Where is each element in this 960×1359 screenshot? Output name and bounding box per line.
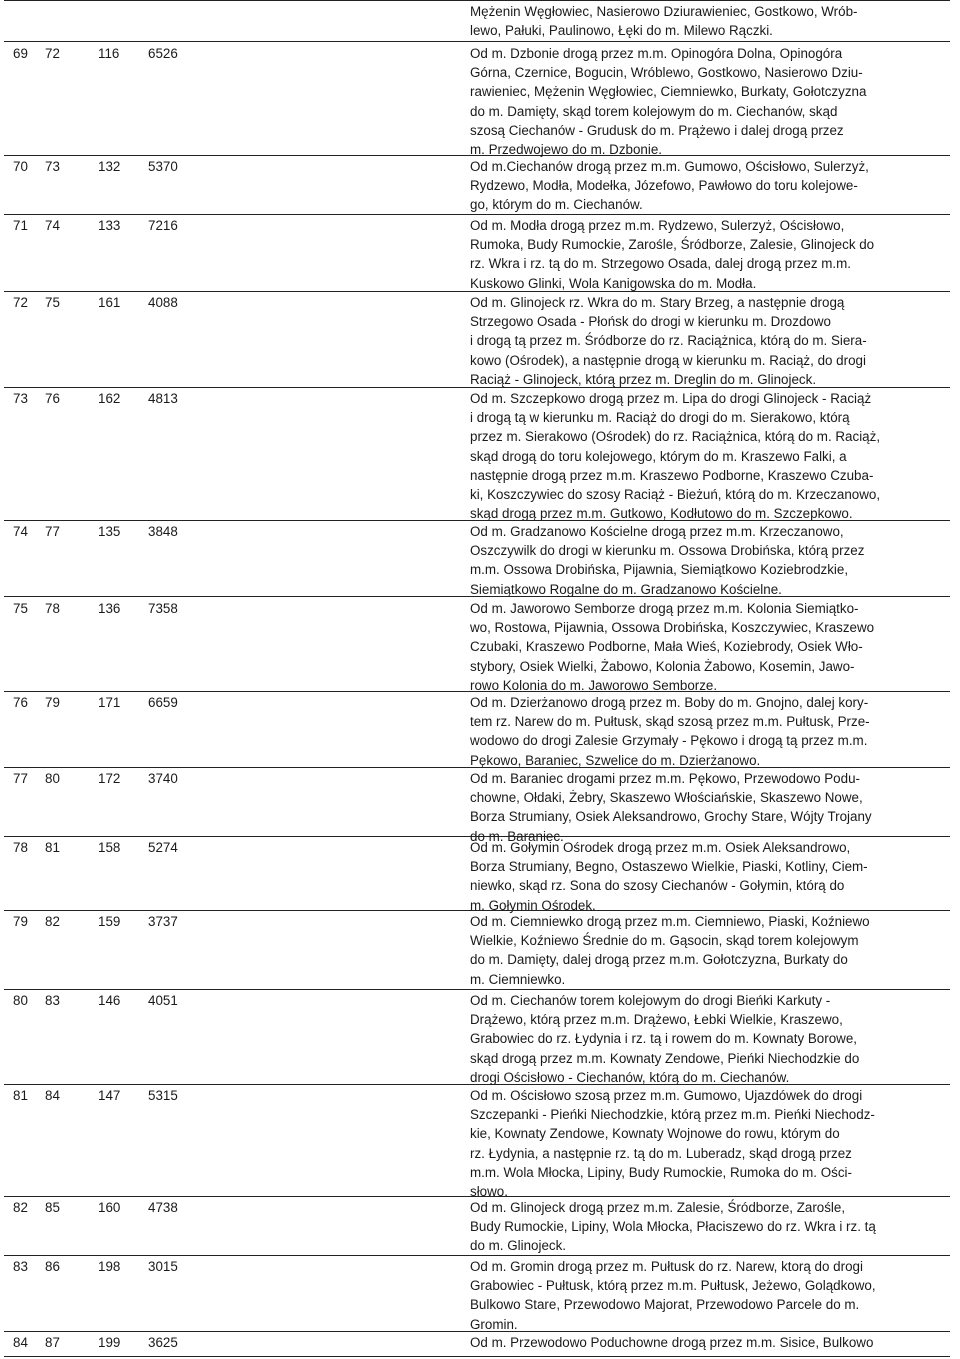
description-line: Od m. Gradzanowo Kościelne drogą przez m.m. Krzeczanowo, [470, 524, 844, 539]
description-line: do m. Damięty, skąd torem kolejowym do m. Ciechanów, skąd [470, 103, 838, 119]
description-line: Borza Strumiany, Begno, Ostaszewo Wielkie, Piaski, Kotliny, Ciem- [470, 859, 868, 875]
description-line: skąd drogą przez m.m. Kownaty Zendowe, Pieńki Niechodzkie do [470, 1050, 860, 1066]
route-description [470, 216, 946, 293]
row-divider [4, 691, 950, 692]
sheet-number: 161 [98, 295, 121, 310]
row-number: 69 [13, 46, 28, 61]
description-line: następnie drogą przez m.m. Kraszewo Podborne, Kraszewo Czuba- [470, 467, 874, 483]
description-line: m. Ciemniewko. [470, 971, 566, 987]
row-divider [4, 41, 950, 42]
sheet-number: 162 [98, 391, 121, 406]
description-line: Od m. Dzierżanowo drogą przez m. Boby do m. Gnojno, dalej kory- [470, 695, 869, 710]
row-divider [4, 596, 950, 597]
area-value: 5315 [148, 1088, 178, 1103]
description-line: Rumoka, Budy Rumockie, Zarośle, Śródborze, Zalesie, Glinojeck do [470, 237, 875, 253]
description-line: Grabowiec do rz. Łydynia i rz. tą i rowem do m. Kownaty Borowe, [470, 1031, 857, 1047]
description-line: Od m. Jaworowo Semborze drogą przez m.m. Kolonia Siemiątko- [470, 601, 859, 616]
description-line: Od m. Gołymin Ośrodek drogą przez m.m. Osiek Aleksandrowo, [470, 840, 851, 855]
district-number: 81 [45, 840, 60, 855]
sheet-number: 133 [98, 218, 121, 233]
description-line: Bulkowo Stare, Przewodowo Majorat, Przewodowo Parcele do m. [470, 1297, 860, 1313]
sheet-number: 172 [98, 771, 121, 786]
description-line: Od m. Baraniec drogami przez m.m. Pękowo, Przewodowo Podu- [470, 771, 860, 786]
area-value: 3737 [148, 914, 178, 929]
description-line: m. Gołymin Ośrodek. [470, 897, 596, 913]
district-number: 72 [45, 46, 60, 61]
description-line: Czubaki, Kraszewo Podborne, Mała Wieś, Koziebrody, Osiek Wło- [470, 639, 863, 655]
description-line: przez m. Sierakowo (Ośrodek) do rz. Raciążnica, którą do m. Raciąż, [470, 429, 881, 445]
area-value: 3740 [148, 771, 178, 786]
row-divider [4, 1084, 950, 1085]
description-line: m.m. Ossowa Drobińska, Pijawnia, Siemiątkowo Koziebrodzkie, [470, 562, 849, 578]
route-description [470, 769, 946, 846]
row-number: 77 [13, 771, 28, 786]
area-value: 7358 [148, 601, 178, 616]
sheet-number: 159 [98, 914, 121, 929]
description-line: m.m. Wola Młocka, Lipiny, Budy Rumockie, Rumoka do m. Ości- [470, 1164, 852, 1180]
area-value: 4813 [148, 391, 178, 406]
route-description [470, 599, 946, 695]
description-line: Oszczywilk do drogi w kierunku m. Ossowa Drobińska, którą przez [470, 543, 865, 559]
row-divider [4, 520, 950, 521]
district-number: 74 [45, 218, 60, 233]
area-value: 4088 [148, 295, 178, 310]
row-divider [4, 387, 950, 388]
district-number: 80 [45, 771, 60, 786]
district-number: 73 [45, 159, 60, 174]
description-line: Pękowo, Baraniec, Szwelice do m. Dzierżanowo. [470, 752, 761, 768]
description-line: i drogą tą w kierunku m. Raciąż do drogi do m. Sierakowo, którą [470, 410, 850, 426]
route-description [470, 157, 946, 215]
description-line: szosą Ciechanów - Grudusk do m. Prążewo i dalej drogą przez [470, 122, 844, 138]
row-number: 71 [13, 218, 28, 233]
description-line: wo, Rostowa, Pijawnia, Ossowa Drobińska, Koszczywiec, Kraszewo [470, 620, 875, 636]
description-line: Od m.Ciechanów drogą przez m.m. Gumowo, Ościsłowo, Sulerzyż, [470, 159, 869, 174]
route-description [470, 1086, 946, 1201]
description-line: Gromin. [470, 1316, 518, 1332]
district-number: 87 [45, 1335, 60, 1350]
description-line: do m. Glinojeck. [470, 1238, 567, 1254]
description-line: Wielkie, Koźniewo Średnie do m. Gąsocin, skąd torem kolejowym [470, 933, 859, 949]
description-line: Rydzewo, Modła, Modełka, Józefowo, Pawłowo do toru kolejowe- [470, 178, 858, 194]
bottom-rule [4, 1356, 950, 1357]
description-line: m. Przedwojewo do m. Dzbonie. [470, 142, 663, 158]
route-description [470, 44, 946, 159]
route-description [470, 389, 946, 523]
row-number: 79 [13, 914, 28, 929]
area-value: 4051 [148, 993, 178, 1008]
area-value: 6526 [148, 46, 178, 61]
district-number: 86 [45, 1259, 60, 1274]
area-value: 6659 [148, 695, 178, 710]
description-line: wodowo do drogi Zalesie Grzymały - Pękowo i drogą tą przez m.m. [470, 733, 868, 749]
route-description [470, 522, 946, 599]
area-value: 3015 [148, 1259, 178, 1274]
route-description [470, 912, 946, 989]
row-number: 76 [13, 695, 28, 710]
description-line: kie, Kownaty Zendowe, Kownaty Wojnowe do rowu, którym do [470, 1126, 840, 1142]
row-divider [4, 989, 950, 990]
row-number: 72 [13, 295, 28, 310]
description-line: Budy Rumockie, Lipiny, Wola Młocka, Płaciszewo do rz. Wkra i rz. tą [470, 1219, 876, 1235]
district-number: 82 [45, 914, 60, 929]
description-line: Od m. Przewodowo Poduchowne drogą przez m.m. Sisice, Bulkowo [470, 1335, 874, 1350]
description-line: rowo Kolonia do m. Jaworowo Semborze. [470, 677, 718, 693]
sheet-number: 116 [98, 46, 120, 61]
description-line: niewko, skąd rz. Sona do szosy Ciechanów - Gołymin, którą do [470, 878, 845, 894]
sheet-number: 147 [98, 1088, 121, 1103]
district-number: 83 [45, 993, 60, 1008]
description-line: skąd drogą przez m.m. Gutkowo, Kodłutowo do m. Szczepkowo. [470, 506, 853, 522]
district-number: 77 [45, 524, 60, 539]
sheet-number: 158 [98, 840, 121, 855]
area-value: 3625 [148, 1335, 178, 1350]
description-line: Kuskowo Glinki, Wola Kanigowska do m. Modła. [470, 275, 757, 291]
route-description [470, 693, 946, 770]
district-number: 84 [45, 1088, 60, 1103]
district-number: 76 [45, 391, 60, 406]
description-line: chowne, Ołdaki, Żebry, Skaszewo Włościańskie, Skaszewo Nowe, [470, 790, 863, 806]
sheet-number: 198 [98, 1259, 121, 1274]
row-divider [4, 1255, 950, 1256]
row-divider [4, 910, 950, 911]
row-number: 74 [13, 524, 28, 539]
description-line: i drogą tą przez m. Śródborze do rz. Raciążnica, którą do m. Siera- [470, 333, 867, 349]
row-number: 83 [13, 1259, 28, 1274]
description-line: Mężenin Węgłowiec, Nasierowo Dziurawieniec, Gostkowo, Wrób- [470, 4, 858, 19]
description-line: Siemiątkowo Rogalne do m. Gradzanowo Kościelne. [470, 581, 782, 597]
description-line: do m. Baraniec. [470, 828, 564, 844]
description-line: rz. Wkra i rz. tą do m. Strzegowo Osada, dalej drogą przez m.m. [470, 256, 852, 272]
description-line: Od m. Dzbonie drogą przez m.m. Opinogóra Dolna, Opinogóra [470, 46, 843, 61]
area-value: 4738 [148, 1200, 178, 1215]
description-line: Od m. Glinojeck rz. Wkra do m. Stary Brzeg, a następnie drogą [470, 295, 845, 310]
sheet-number: 135 [98, 524, 121, 539]
description-line: ki, Koszczywiec do szosy Raciąż - Bieżuń, którą do m. Krzeczanowo, [470, 487, 881, 503]
route-description [470, 2, 946, 40]
description-line: Od m. Glinojeck drogą przez m.m. Zalesie, Śródborze, Zarośle, [470, 1200, 846, 1215]
row-divider [4, 291, 950, 292]
description-line: Szczepanki - Pieńki Niechodzkie, którą przez m.m. Pieńki Niechodz- [470, 1107, 875, 1123]
description-line: Raciąż - Glinojeck, którą przez m. Dreglin do m. Glinojeck. [470, 371, 817, 387]
route-description [470, 838, 946, 915]
description-line: Od m. Ciechanów torem kolejowym do drogi Bieńki Karkuty - [470, 993, 831, 1008]
route-description [470, 1198, 946, 1256]
sheet-number: 160 [98, 1200, 121, 1215]
description-line: Od m. Szczepkowo drogą przez m. Lipa do drogi Glinojeck - Raciąż [470, 391, 872, 406]
row-number: 84 [13, 1335, 28, 1350]
description-line: skąd drogą do toru kolejowego, którym do m. Kraszewo Falki, a [470, 448, 847, 464]
description-line: Od m. Ościsłowo szosą przez m.m. Gumowo, Ujazdówek do drogi [470, 1088, 863, 1103]
row-number: 75 [13, 601, 28, 616]
description-line: rz. Łydynia, a następnie rz. tą do m. Luberadz, skąd drogą przez [470, 1145, 852, 1161]
row-divider [4, 1331, 950, 1332]
description-line: Drążewo, którą przez m.m. Drążewo, Łebki Wielkie, Kraszewo, [470, 1012, 843, 1028]
description-line: Strzegowo Osada - Płońsk do drogi w kierunku m. Drozdowo [470, 314, 831, 330]
row-number: 73 [13, 391, 28, 406]
district-number: 85 [45, 1200, 60, 1215]
description-line: Grabowiec - Pułtusk, którą przez m.m. Pułtusk, Jeżewo, Golądkowo, [470, 1278, 876, 1294]
description-line: lewo, Pałuki, Paulinowo, Łęki do m. Milewo Rączki. [470, 23, 773, 39]
row-number: 78 [13, 840, 28, 855]
sheet-number: 132 [98, 159, 121, 174]
description-line: kowo (Ośrodek), a następnie drogą w kierunku m. Raciąż, do drogi [470, 352, 866, 368]
sheet-number: 136 [98, 601, 121, 616]
description-line: stybory, Osiek Wielki, Żabowo, Kolonia Żabowo, Kosemin, Jawo- [470, 658, 855, 674]
area-value: 7216 [148, 218, 178, 233]
row-number: 70 [13, 159, 28, 174]
description-line: Od m. Modła drogą przez m.m. Rydzewo, Sulerzyż, Ościsłowo, [470, 218, 845, 233]
sheet-number: 171 [98, 695, 121, 710]
row-number: 80 [13, 993, 28, 1008]
area-value: 5370 [148, 159, 178, 174]
route-description [470, 1333, 946, 1352]
description-line: słowo. [470, 1184, 508, 1200]
area-value: 5274 [148, 840, 178, 855]
row-divider [4, 155, 950, 156]
row-divider [4, 214, 950, 215]
sheet-number: 146 [98, 993, 121, 1008]
row-number: 81 [13, 1088, 28, 1103]
description-line: do m. Damięty, dalej drogą przez m.m. Gołotczyzna, Burkaty do [470, 952, 848, 968]
area-value: 3848 [148, 524, 178, 539]
description-line: rawieniec, Mężenin Węgłowiec, Ciemniewko, Burkaty, Gołotczyzna [470, 84, 867, 100]
description-line: tem rz. Narew do m. Pułtusk, skąd szosą przez m.m. Pułtusk, Prze- [470, 714, 870, 730]
row-divider [4, 836, 950, 837]
description-line: Od m. Gromin drogą przez m. Pułtusk do rz. Narew, ktorą do drogi [470, 1259, 863, 1274]
description-line: drogi Ościsłowo - Ciechanów, którą do m. Ciechanów. [470, 1069, 790, 1085]
description-line: Od m. Ciemniewko drogą przez m.m. Ciemniewo, Piaski, Koźniewo [470, 914, 870, 929]
row-divider [4, 767, 950, 768]
route-description [470, 1257, 946, 1334]
district-number: 75 [45, 295, 60, 310]
description-line: Górna, Czernice, Bogucin, Wróblewo, Gostkowo, Nasierowo Dziu- [470, 65, 863, 81]
sheet-number: 199 [98, 1335, 121, 1350]
row-number: 82 [13, 1200, 28, 1215]
district-number: 79 [45, 695, 60, 710]
description-line: Borza Strumiany, Osiek Aleksandrowo, Grochy Stare, Wójty Trojany [470, 809, 872, 825]
row-divider [4, 1196, 950, 1197]
district-number: 78 [45, 601, 60, 616]
top-rule [4, 0, 950, 1]
route-description [470, 991, 946, 1087]
description-line: go, którym do m. Ciechanów. [470, 197, 643, 213]
route-description [470, 293, 946, 389]
